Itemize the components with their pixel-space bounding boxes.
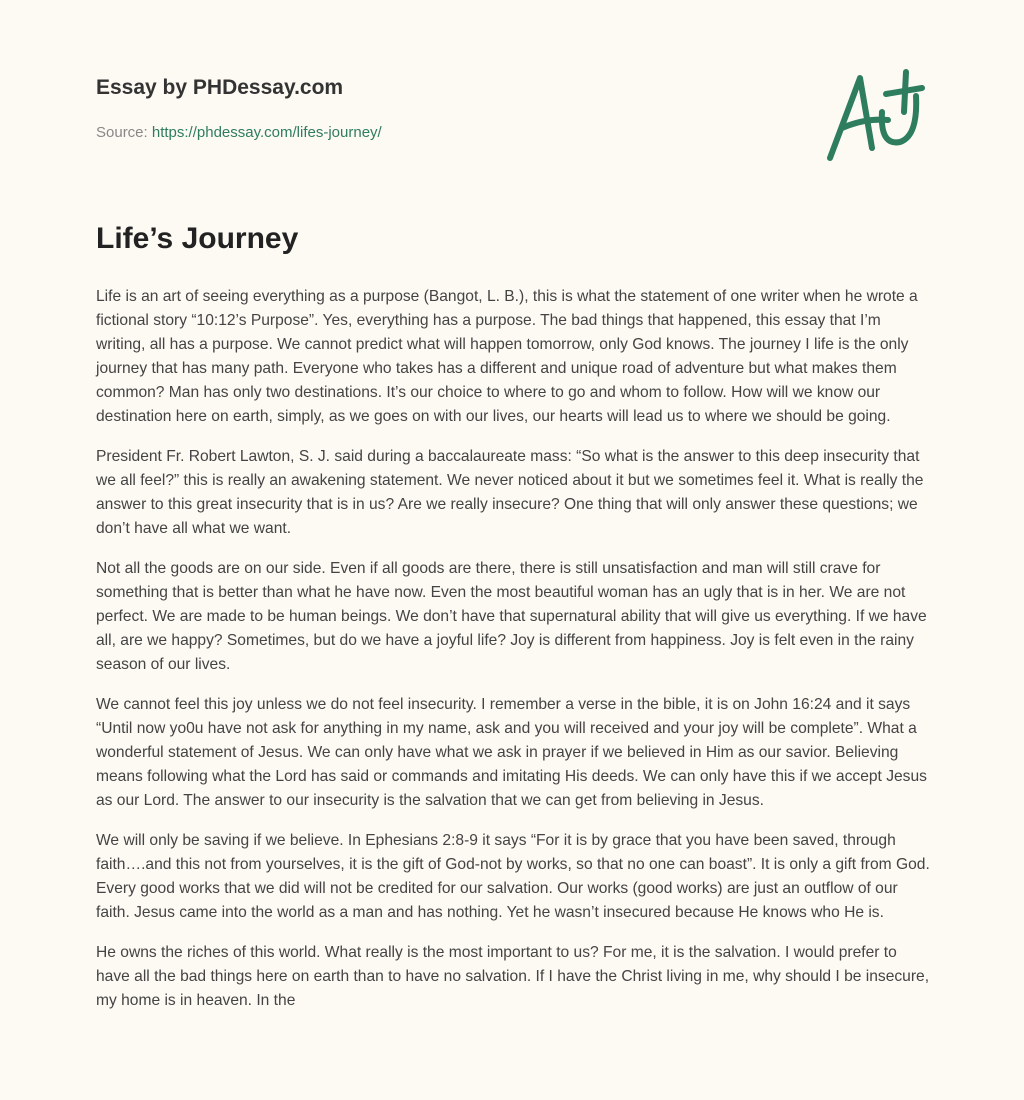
paragraph: We will only be saving if we believe. In Ephesians 2:8-9 it says “For it is by grace that you have been saved, through faith….and this not from yourselves, it is the gift of God-not by works, so that no one can boast”. It is only a gift from God. Every good works that we did will not be credited for our salvation. Our works (good works) are just an outflow of our faith. Jesus came into the world as a man and has nothing. Yet he wasn’t insecured because He knows who He is.: [96, 832, 930, 921]
brand-title: Essay by PHDessay.com: [96, 76, 344, 99]
paragraph: We cannot feel this joy unless we do not feel insecurity. I remember a verse in the bible, it is on John 16:24 and it says “Until now yo0u have not ask for anything in my name, ask and you will received and your joy will be complete”. What a wonderful statement of Jesus. We can only have what we ask in prayer if we believed in Him as our savior. Believing means following what the Lord has said or commands and imitating His deeds. We can only have this if we accept Jesus as our Lord. The answer to our insecurity is the salvation that we can get from believing in Jesus.: [96, 696, 927, 809]
source-link[interactable]: https://phdessay.com/lifes-journey/: [151, 124, 382, 141]
a-plus-logo-icon: [820, 66, 930, 166]
paragraph: President Fr. Robert Lawton, S. J. said during a baccalaureate mass: “So what is the answer to this deep insecurity that we all feel?” this is really an awakening statement. We never noticed about it but we sometimes feel it. What is really the answer to this great insecurity that is in us? Are we really insecure? One thing that will only answer these questions; we don’t have all what we want.: [96, 448, 924, 537]
paragraph: He owns the riches of this world. What really is the most important to us? For me, it is the salvation. I would prefer to have all the bad things here on earth than to have no salvation. If I have the Christ living in me, why should I be insecure, my home is in heaven. In the: [96, 944, 930, 1009]
source-line: [96, 124, 382, 141]
paragraph: Not all the goods are on our side. Even if all goods are there, there is still unsatisfaction and man will still crave for something that is better than what he have now. Even the most beautiful woman has an ugly that is in her. We are not perfect. We are made to be human beings. We don’t have that supernatural ability that will give us everything. If we have all, are we happy? Sometimes, but do we have a joyful life? Joy is different from happiness. Joy is felt even in the rainy season of our lives.: [96, 560, 927, 673]
source-label: Source:: [96, 124, 148, 141]
article-title: Life’s Journey: [96, 222, 299, 255]
article-body: [96, 285, 932, 1029]
paragraph: Life is an art of seeing everything as a purpose (Bangot, L. B.), this is what the statement of one writer when he wrote a fictional story “10:12’s Purpose”. Yes, everything has a purpose. The bad things that happened, this essay that I’m writing, all has a purpose. We cannot predict what will happen tomorrow, only God knows. The journey I life is the only journey that has many path. Everyone who takes has a different and unique road of adventure but what makes them common? Man has only two destinations. It’s our choice to where to go and whom to follow. How will we know our destination here on earth, simply, as we goes on with our lives, our hearts will lead us to where we should be going.: [96, 288, 918, 425]
